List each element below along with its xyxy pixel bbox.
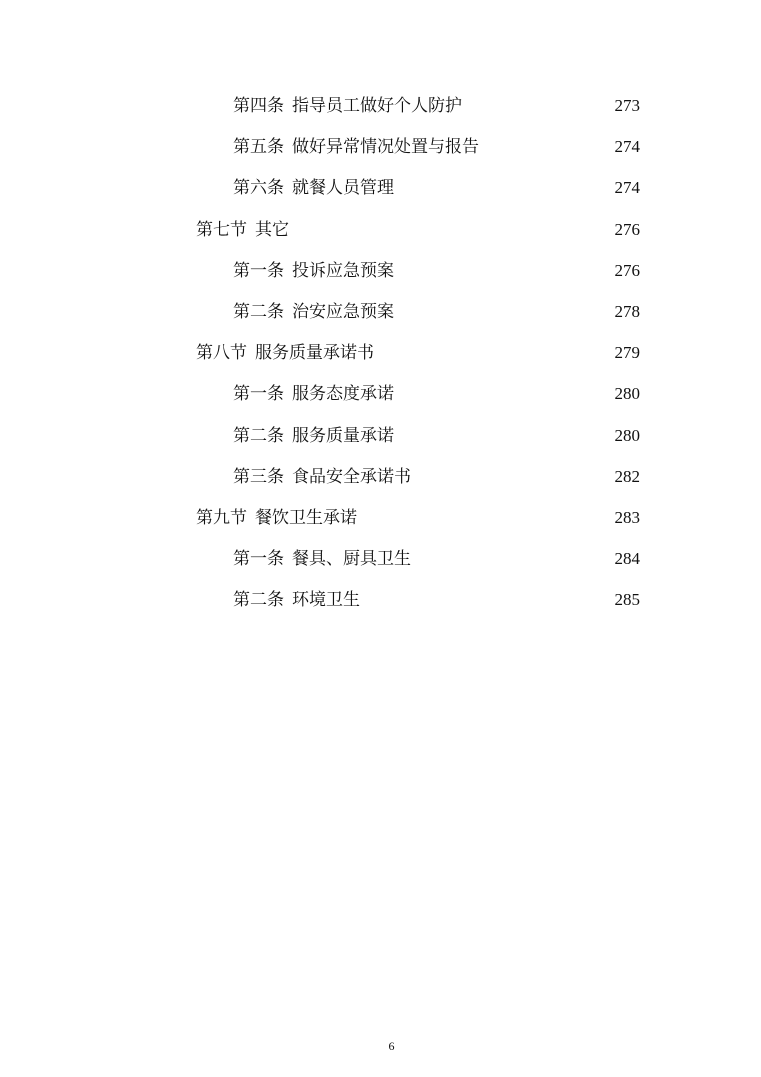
toc-dot-leader [396,389,613,399]
toc-entry-title: 投诉应急预案 [292,260,394,281]
toc-entry-page: 274 [614,137,640,157]
toc-dot-leader [362,595,613,605]
page-number: 6 [388,1039,395,1053]
toc-article-entry[interactable] [233,586,640,614]
toc-dot-leader [481,142,613,152]
toc-entry-title: 其它 [255,219,289,240]
toc-entry-page: 285 [614,590,640,610]
toc-entry-number: 第四条 [233,96,284,116]
toc-article-entry[interactable] [233,133,640,161]
toc-entry-number: 第七节 [196,219,247,240]
toc-article-entry[interactable] [233,380,640,408]
toc-entry-number: 第二条 [233,302,284,322]
toc-dot-leader [396,183,613,193]
toc-entry-number: 第一条 [233,384,284,405]
toc-entry-number: 第二条 [233,590,284,611]
toc-article-entry[interactable] [233,463,640,491]
toc-entry-page: 276 [614,219,640,239]
toc-entry-page: 276 [614,260,640,280]
toc-entry-number: 第一条 [233,549,284,570]
toc-dot-leader [396,266,613,276]
toc-section-entry[interactable] [196,216,640,244]
toc-article-entry[interactable] [233,298,640,326]
toc-entry-number: 第九节 [196,508,247,528]
toc-entry-title: 餐饮卫生承诺 [255,508,357,528]
toc-dot-leader [413,554,613,564]
toc-entry-number: 第一条 [233,260,284,281]
toc-dot-leader [396,431,613,441]
toc-entry-page: 279 [614,343,640,363]
toc-entry-title: 食品安全承诺书 [292,466,411,487]
toc-entry-page: 273 [614,96,640,115]
toc-dot-leader [464,101,613,111]
toc-entry-number: 第五条 [233,137,284,158]
toc-dot-leader [413,472,613,482]
toc-article-entry[interactable] [233,257,640,285]
toc-entry-title: 服务质量承诺 [292,425,394,446]
toc-entry-page: 280 [614,425,640,445]
toc-article-entry[interactable] [233,545,640,573]
toc-entry-number: 第二条 [233,425,284,446]
toc-dot-leader [376,348,613,358]
toc-entry-title: 服务质量承诺书 [255,343,374,364]
toc-section-entry[interactable] [196,504,640,532]
toc-entry-title: 餐具、厨具卫生 [292,549,411,570]
toc-entry-page: 280 [614,384,640,404]
toc-entry-page: 284 [614,549,640,569]
toc-entry-page: 282 [614,466,640,486]
toc-article-entry[interactable] [233,174,640,202]
toc-article-entry[interactable] [233,92,640,120]
toc-entry-number: 第八节 [196,343,247,364]
toc-dot-leader [396,307,613,317]
toc-entry-page: 283 [614,508,640,527]
toc-entry-number: 第三条 [233,466,284,487]
toc-entry-title: 做好异常情况处置与报告 [292,137,479,158]
toc-dot-leader [291,225,613,235]
toc-entry-number: 第六条 [233,178,284,199]
toc-entry-title: 环境卫生 [292,590,360,611]
toc-entry-title: 治安应急预案 [292,302,394,322]
toc-article-entry[interactable] [233,422,640,450]
toc-entry-title: 服务态度承诺 [292,384,394,405]
toc-section-entry[interactable] [196,339,640,367]
toc-entry-title: 指导员工做好个人防护 [292,96,462,116]
toc-entry-title: 就餐人员管理 [292,178,394,199]
toc-entry-page: 274 [614,178,640,198]
toc-dot-leader [359,513,613,523]
toc-entry-page: 278 [614,302,640,321]
